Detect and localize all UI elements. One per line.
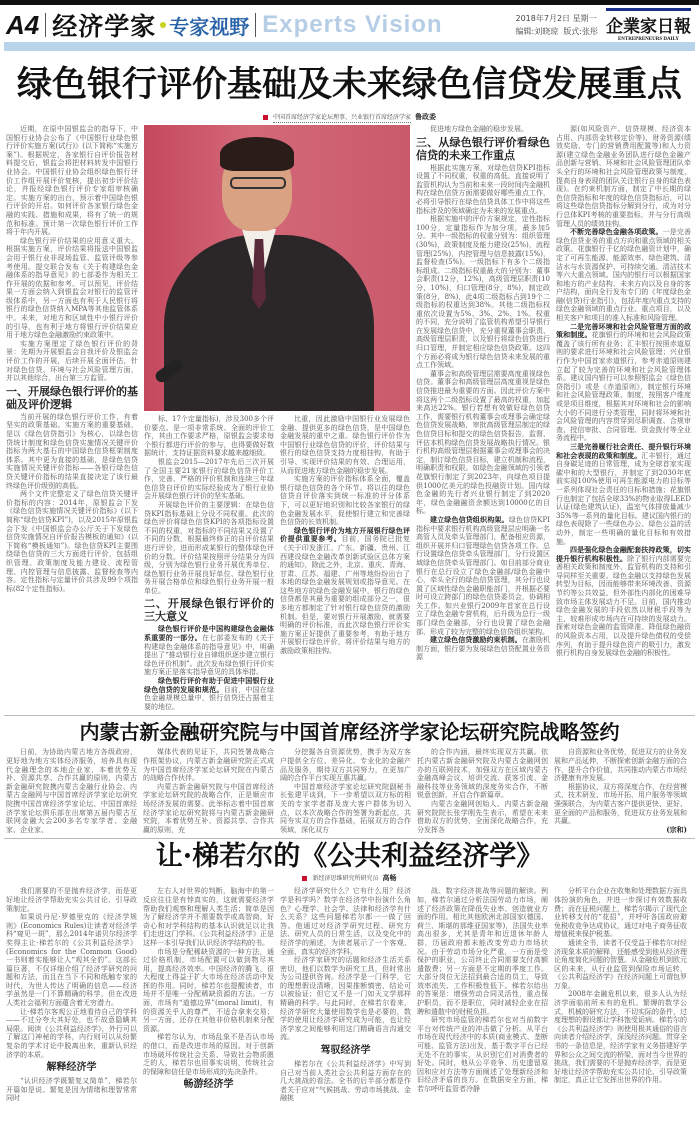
editor: 编辑:刘晓琼 [515,27,559,36]
header-band [4,42,695,51]
paragraph: 经济学家研究的话题和经济生活关系密切，他们以数学为研究工具，但时常出为公司提供咨询。经济学是一门科学，它的理想假设清晰，因果推断慎密，结论可以被验证；但它又不是一门如天文学那样精确的科学。与此同时，在梯若尔看来，经济学研究大量使用数学也是必要的，数学的使用让经济学研究成为可能，也让经济学家之间能够利用这门精确语言沟通交流。 [280,956,411,1042]
paragraph: 实施方案厘定了绿色银行评价的背景：先期为开展银监会自我评价及银监会评价工作的开展，后续开展全面评估，针对绿色信贷、环境与社会风险管理方面，并以其他综合，出台第三方监管。 [6,339,138,383]
paragraph: 我们需要的不是抛弃经济学，而是更好地让经济学帮助充实公共讨论、引导政策制定。 [6,887,137,913]
paragraph: 中国首席经济学家论坛研究院副秘书长张建平谈到，下一步希望以双方标的相关的专家学者群及庞大客户群体为切入点，以本次战略合作的签署为新起点，共同夯实双方的合作基础，拓展双方的合作领域，深化双方 [280,782,411,834]
article3-column [417,887,548,1093]
paragraph-text: 花旗银行的环境和社会风险政策覆盖了该行所有业务；汇丰银行按照赤道原则的要求进行环境和社会风险管理；兴业银行作为中国首家赤道银行，参考赤道原则建立起了较为完善的环境和社会风险管理体系。建议国内银行可以参照银监会《绿色信贷指引》或是《赤道原则》，制定银行环境和社会风险管理政策、制度，按照客户维度或是项目维度，根据其对环境和社会的影响大小的不同进行分类管理，同时将环境和社会风险管理的内容贯穿到尽职调查、合规审查、授信审批、合同管理、资金拨付等全业务流程中。 [556,331,692,443]
article2-column [280,748,411,834]
divider [255,13,256,37]
paragraph [280,527,410,656]
article2-column [554,748,687,834]
paragraph: 银监会2015—2017年先后三次开展了全国主要21家银行的绿色信贷评价工作，完善、严格的评价机制和连续三年绿色信贷自评价的实际经验成为了银行业协会开展绿色银行评价的坚实基础。 [144,457,274,501]
paragraph-lead: 二是完善环境和社会风险管理方面的政策和制度。 [556,321,691,340]
paragraph-text: 在七部委发布的《关于构建绿色金融体系的指导意见》中，明确提出了“推动银行业自律组织逐步建立银行绿色评价机制”。此次发布绿色银行评价实施方案正是落实指导意见的具体举措。 [144,634,275,677]
issue-date: 2018年7月2日 星期一 [515,14,597,23]
paragraph: 根据此实施方案，对绿色信贷KPI指标设置了不同权重，权重的高低，直接说明了监管机构认为当前和未来一段时间内金融机构在绿色信贷方面需要做好哪些重点工作，必将引导银行在绿色信贷具体工作中将这些指标涉及的领域确定为未来的发展重点。 [416,163,550,215]
section-name: 专家视野 [169,14,250,39]
subheading: 解释经济学 [46,1062,97,1074]
paragraph-lead: 绿色银行评价为地方开展银行绿色评价提供重要参考。 [280,525,410,544]
article1-column [6,125,138,593]
article1-title: 绿色银行评价基础及未来绿色信贷发展重点 [16,64,682,105]
article1-author: 鲁政委 [415,112,436,121]
paragraph [556,546,691,658]
column-brand: 经济学家 [52,12,157,41]
paragraph: 自资源和业务优势，促进双方的业务发展和产品延伸，不断探索创新金融方面的合作，提升合作价值，共同推动内蒙古市场经济健康有序发展。 [554,748,687,783]
paragraph [556,323,691,443]
paragraph [416,516,550,636]
divider [4,715,695,716]
paragraph: 让·梯若尔客观公正地看待自己的学科——不过分夸大其好处，也不故意隐瞒其局限。阅读《公共利益经济学》，外行可以了解这门神秘的学科，内行则可以从纷繁复杂的学术讨论中脱离出来，重新认识经济学的本质。 [6,1007,137,1059]
paragraph: 媒体代表的见证下，共同签署战略合作框架协议，内蒙古新金融研究院正式成为中国首席经济学家论坛研究院在内蒙古的战略合作伙伴。 [143,748,274,783]
paragraph: 梯若尔认为，市场乱象不是否认市场的借口，而是改进市场的原因。对于创新市场破坏传统社会关系、导致社会物质匮乏的人，梯若尔也用事实说明，传统社会的保障和信任是市场形成的先决条件。 [143,1033,274,1076]
paragraph-text: 目前，国务院已批复《关于印发浙江、广东、新疆、贵州、江西建设绿色金融改革创新试验区总体方案的通知》，除此之外，北京、重庆、青海、甘肃、江苏、福建、广州等地纷纷出台了本地的绿色金融发展规划或指导意见。在这些地方的绿色金融发展中，银行的绿色信贷都是其最为重要的组成部分之一，很多地方都制定了针对银行绿色信贷的激励机制。但是，要对银行开展激励，就需要明确的评价标准，而此次绿色银行评价实施方案正好提供了重要参考，有助于地方开展银行绿色评价，将评价结果与地方的激励政策相挂钩。 [280,535,410,656]
paragraph-text: 除了银行内部需要完善相关政策和制度外，监管机构的支持和引导同样至关重要。绿色金融以支持绿色发展转型为目标，因而能够带来环境改善、资源节约等公共效益，但外部性内部化的困难导致市场主体发展动力不足。目前，国内推动绿色金融发展的手段依然以财税手段等为主，较难形成市场内在可持续的发展动力。探索对绿色金融的监管降准、降低绿色融资的风险资本占用，以及提升绿色债权的受偿序列，有助于提升绿色资产的吸引力，激发银行机构自身发展绿色金融的积极性。 [556,554,692,658]
paragraph: 研究市场监管的梯若尔也对当前数字平台对传统产业的冲击做了分析。从平台市场在现代经济中的本质(商业模式、垄断可能、监管方法)出发，基于数字平台已经无处不在的事实，从识别它们对消费者的好处。同时，他从公平竞争、历史遗留原因和应对方法等方面阐述了处理新经济和旧经济矛盾的良方。在数据安全方面，梯若尔呼吁监管者冷静 [417,1016,548,1093]
paragraph-lead: 绿色银行评价有助于促进中国银行业绿色信贷的发展和规范。 [144,676,274,694]
paragraph-text: 一是完善绿色信贷业务的重点方向和重点领域的相关政策。花旗银行千亿的绿色融资计划中，确定了可再生能源、能源效率、绿色建筑、清洁水与水资源保护、可持续交通、清洁技术等六大重点领域。国内的银行可以根据国家和地方的产业结构、未来方向以及自身的客户结构，面向全行发布专门的《年度绿色金融(信贷)行业指引》，包括年度内重点支持的绿色金融领域的重点行业、重点项目，以及相关客户和项目的准入标准和风险管理。 [556,228,691,323]
paragraph: 根据协议，双方将深度合作，在经营模式、技术研发、市场开拓、用户服务等领域强强联合，为内蒙古客户提供更快、更好、更全面的产品和服务，促进双方业务发展和共赢。 [554,782,687,826]
paragraph: 开展绿色评价的主要逻辑：在绿色信贷KPI指标基础上分设不同权重。此次的绿色评价将绿色信贷KPI的各项指标设置不同的权重，对指标的不同结果又设置了不同的分数，根据最终修正的自评价结果进行评价，进而形成某银行的整体绿色评价的分数。评价结果按照评分结果分为四级，分别为绿色银行业务开展优秀单位、绿色银行业务开展良好单位、绿色银行业务开展合格单位和绿色银行业务开展一般单位。 [144,500,274,595]
bullet-dot-icon [160,22,166,28]
article3-byline [0,873,699,884]
paragraph: 根据实施中的评价方案规定，定性指标100分，定量指标作为加分项，最多加5分。其中一级指标的权重分别为：组织管理(30%)，政策制度及能力建设(25%)，流程管理(25%)，内控管理与信息披露(15%)，监督检查(5%)。一级指标下有多个二级指标组成。二级指标权重最大的分别为：董事会职责(12分，12%)，高级管理层职责(10分，10%)，归口管理(8分，8%)，制定政策(8分，8%)，此4项二级指标占到19个二级指标的权重达到38%。其他二级指标权重依次设置为5%、3%、2%、1%。权重的不同，充分说明了监管机构希望引导银行在发展绿色信贷中，充分重视董事会职责、高级管理层职责，以及银行将绿色信贷进行归口管理，并制定相应绿色信贷政策。这四个方面必将成为银行绿色信贷未来发展的重点工作领域。 [416,215,550,370]
article1-column [280,415,410,711]
paragraph: 促进地方绿色金融的稳步发展。 [430,125,528,133]
article2-column-text [554,748,687,825]
article3-column [554,887,687,1085]
newspaper-logo [606,8,691,42]
article3-column [6,887,137,1103]
article3-author: 高畅 [382,873,397,883]
paragraph: 两个文件完整定义了绿色信贷关键评价指标的内容：2014年，原银监会下发《绿色信贷实施情况关键评价指标》(以下简称“绿色信贷KPI”)，以及2015年原银监会下发《中国银监会办公厅关于下发绿色信贷实施情况自评价报告模板的通知》(以下简称“模板通知”)。绿色信贷KPI主要围绕绿色信贷的三大方面进行评价，包括组织管理、政策制度及能力建设、流程管理、内控管理与信息披露、监督检查等内容。定性指标与定量评价共涉及99个项指标(82个定性指标)。 [6,490,138,593]
article1-affiliation: 中国首席经济学家论坛理事、兴业银行首席经济学家 [272,114,411,121]
article2-column [143,748,274,834]
paragraph [144,625,274,677]
paragraph: 分析平台企业在收集和处理数据方面具体扮演的角色，并进一步探讨有效数据收费；而在征税问题上，梯若尔揭示了现代企业转移支付的“花招”，并呼吁各国政府避免税收竞争达成协议，通过对电子商务征收增值税来保护税基。 [554,887,687,939]
paragraph: 2008年金融危机以来，很多人认为经济学面临前所未有的危机。繁缛的数学公式，机械的研究方法，不切实际的条件，过度理想的假设都让学科饱受诟病。梯若尔的《公共利益经济学》则使用极其通俗的语言向读者介绍经济学，深浅经济问题。贯穿全书的一条信息是，经济学家有义务搭建好学界和公众之间交流的桥梁，面对当今世界的挑战，我们需要的不是抛弃经济学，而是更好地让经济学帮助充实公共讨论、引导政策制定，真正让它发挥出世界的作用。 [554,990,687,1085]
issue-meta [516,12,599,38]
newspaper-name-english: ENTREPRENEURS DAILY [617,37,680,42]
paragraph [556,443,691,546]
article3-body [0,887,699,1103]
paragraph-lead: 建立绿色信贷组织构架。 [430,514,509,524]
paragraph: “认识经济学既繁复又简单”，梯若尔开篇如是说。繁复是因为情绪和理智常常同时 [6,1077,137,1103]
article2-column [417,748,548,834]
article1-column [556,125,691,658]
article2-title: 内蒙古新金融研究院与中国首席经济学家论坛研究院战略签约 [79,720,620,745]
paragraph: 如果说丹尼·罗德里克的《经济学规则》(Economics Rules)让读者对经济学科“窥见一斑”，那么2014年诺贝尔经济学奖得主让·梯若尔的《公共利益经济学》(Economics for the Common Good)一书则着实能够让人“观其全豹”。这部长篇巨著，不仅详细介绍了经济学研究的问题和方法，而且在当下不同和纸触专家的时代，为世人传达了明确的信息——经济学虽然是一门不算精确的科学，但在改进人类社会福利方面蕴含着无穷潜力。 [6,913,137,1008]
subheading: 畅游经济学 [183,1079,234,1091]
section-heading: 三、从绿色银行评价看绿色信贷的未来工作重点 [416,135,550,162]
paragraph: 近期，在原中国银监会的指导下，中国银行业协会公布了《中国银行业绿色银行评价实施方案(试行)》(以下简称“实施方案”)。根据规定，各家银行自评价报告材料提交后，银监会将把材料转发中国银行业协会。中国银行业协会组织绿色银行评价工作组开展评价复核，提出初步评价结论，并报经绿色银行评价专家组审核确定。实施方案的出台，预示着中国绿色银行评价的开启。如何评价各家银行绿色金融的实践、措施和成果，将有了统一的规范和标准。预计第一次绿色银行评价工作将于年内开展。 [6,125,138,237]
paragraph: 经济学研究什么？它有什么用？经济学是科学吗？数学在经济学中扮演什么角色？心理学、社会学、法律和经济学有什么关系？这些问题梯若尔都一一做了回答。他通过对经济学研究过程、研究方法、研究人员的日常生活，以及变化中的经济学的阐述，为读者展示了一个客观、全面、真实的经济学科。 [280,887,411,956]
paragraph [416,636,550,662]
article3-affiliation: 新经济思维研究所研究员 [312,875,379,883]
red-square-icon [263,115,268,120]
article1-column [144,415,274,711]
paragraph-lead: 建立绿色信贷激励约束机制。 [430,635,522,645]
masthead [4,8,695,42]
paragraph: 实施方案的评价指标体系全面，覆盖银行绿色信贷的各个环节。将以往的绿色信贷自评价落实到统一标准的评分体系下，可以更好地识别和比较各家银行的绿色金融发展水平，促使银行建立和完善绿色信贷的长效机制。 [280,475,410,527]
paragraph: 的合作内涵，最终实现双方共赢。依托内蒙古新金融研究院及内蒙古金融网创办的互联网技术，加强双方在区域内蒙古金融高峰会议、培训交流、获客引流、金融科技等业务领域的深度务实合作，不断锐意创新，开启合作新篇章。 [417,748,548,800]
page-number: A4 [6,9,40,40]
newspaper-name: 企業家日報 [606,8,691,37]
author-photo [144,125,410,411]
paragraph-lead: 三是完善履行社会责任、提升银行环境和社会表现的政策和制度。 [556,441,691,460]
article2-signature: (宗和) [666,824,687,834]
paragraph: 当前开展的绿色银行评价工作，有着坚实的政策基础。实施方案的重要基础，是以《绿色信贷指引》为核心，以绿色信贷统计制度和绿色信贷实施情况关键评价指标为两大基石的中国绿色信贷框架制度体系。其中更为直接的基础，是绿色信贷实施情况关键评价指标——各银行绿色信贷关键评价指标的结果直接决定了该行最终绿色评价级别的高低。 [6,412,138,490]
article2-column [6,748,137,834]
paragraph: 绿色银行评价结果的应用意义重大。根据实施方案，评价结果将报送中国银监会用于银行业非现场监管、监管评级等参考使用。提交联合发布《关于构建绿色金融体系的指导意见》的七部委作为相关工作开展的依据和参考。可以预见，评价结果一方面会纳入到银监会对银行的监管评级体系中，另一方面也有利于人民银行将银行的绿色信贷纳入MPA等其他监管体系中。未来，对地方和区域性中小银行评价的引导，也有利于地方将银行评价结果应用于地方绿色金融激励约束政策中。 [6,236,138,340]
subheading: 驾驭经济学 [320,1045,371,1057]
paragraph-lead: 绿色银行评价是中国构建绿色金融体系重要的一部分。 [144,624,274,643]
paragraph-text: 在激励机制方面，银行要为发展绿色信贷配置业务资源 [416,636,550,662]
paragraph: 标、17个定量指标)，涉及300多个评价要点。是一项非常系统、全面的评价工作，其由工作要求严格，原银监会要求每个银行都进行评价的参与，也得要做好数据统计，支持证据资料要求越来越细致。 [144,415,274,458]
article3-column [143,887,274,1094]
article1-body [0,125,699,711]
paragraph: 源(如风险资产、信贷规模、经济资本占用、内部资金转移定价等)、财务资源(绩效奖励、专门的营销费用配置等)和人力资源(建立绿色金融业务团队进行绿色金融产品创新与营销、环境和社会风险管理团队牵头全行的环境和社会风险管理政策与制度，提高自身表现的团队关注银行自身的绿色表现)。在约束机制方面，制定了中长期的绿色信贷指标和年度的绿色信贷指标后，可以将这些绿色信贷指标分解到分行，成为对分行总体KPI考核的重要指标，并与分行高级管理人员的绩效挂钩。 [556,125,691,228]
paragraph-text: 绿色信贷KPI指标中要求银行机构高级管理层应明确一名高管人员及牵头管理部门，配备相应资源，组织开展并归口管理绿色信贷各项工作。总行设置绿色信贷牵头管理部门，分行设置区域绿色信贷牵头管理部门。如目前部分商业银行在总行设立了绿色金融部/绿色金融中心，牵头全行的绿色信贷管理，其分行也设置了区域性绿色金融职能部门，并根据必要时可设立跨部门的绿色信贷委员会，协调相关工作。如兴业银行2009年首家在总行设立了绿色金融专营机构，后升级为总行一级部门绿色金融部，分行也设置了绿色金融部，形成了较为完整的绿色信贷组织架构。 [416,515,551,636]
paragraph: 比重，因此激励中国银行业发展绿色金融、提供更多的绿色信贷，是中国绿色金融发展的重中之重。绿色银行评价作为中国银行业绿色信贷的评价，评价结果与银行的绿色信贷支持力度相挂钩，有助于引导、实现评价结果的有效、合理运用，从而促进地方绿色金融的稳步发展。 [280,415,410,475]
paragraph: 市场是分配稀缺资源的一种方法，通过价格机制，市场配置可以做到物尽其用，提高经济效率。中国经济的腾飞，很大程度上得益于扩大市场在经济活动中发挥的作用。同时，梯若尔也提醒读者，市场并不是唯一分配稀缺资源的方法。一方面，市场有“道德边界”(moral limit)，有的资源关乎人的尊严，不适合拿来交易；另一方面，还存在其他非价格机制来分配资源。 [143,947,274,1033]
paragraph: 左右人对世界的判断，脑海中的第一反应往往是有悖真实的，这就需要经济学帮助我们观察和理解人类生活；简单是因为了解经济学并不需要数学或高智商，好奇心和对学科结构的基本认识就足以让我们走进这门学科。《公共利益经济学》正是这样一本引导我们认识经济学结构的书。 [143,887,274,947]
section-heading: 二、开展绿色银行评价的三大意义 [144,597,274,624]
paragraph-text: 汇丰银行，通过自身碳足迹的日常管理，成为全球首家实现碳中和的大型银行，并制定了到2030年底前实现100%使用可再生能源电力的目标等一系列体现社会责任的目标和措施；花旗银行也制定了包括全球33%的物业取得LEED认证(绿色建筑认证)，温室气体排放量减少35%等一系列的量化目标。建议国内银行的绿色表现除了一些绿色办公、绿色公益的活动外，制定一些明确的量化目标和有效措施。 [556,451,692,546]
divider [45,13,46,37]
section-english: Experts Vision [262,11,443,38]
article1-byline [0,112,699,123]
red-square-icon [302,876,307,881]
paragraph: 董事会和高级管理层需要高度重视绿色信贷。董事会和高级管理层高度重视是绿色信贷推进最为重要的方面。因此评价方案中将这两个二级指标设置了最高的权重，加起来高达22%。银行若想有效做好绿色信贷工作，需要银行机构董事会或理事会确定绿色信贷发展战略，审批高级管理层制定的绿色信贷目标和提交的绿色信贷报告，监督、评估本机构绿色信贷发展战略执行情况。银行机构高级管理层根据董事会或理事会的决定，制订绿色信贷目标，建立机制和流程，明确职责和权限。如绿色金融领域的引领者花旗银行制定了到2023年，向绿色项目提供1000亿美元的绿色投融资计划。国内绿色金融的先行者兴业银行制定了到2020年，绿色金融融资余额达到10000亿的目标。 [416,369,550,516]
article3-column [280,887,411,1103]
paragraph: 通读全书，读者不仅受益于梯若尔对经济现象本质的解释，还能感受到他从经济理论角度简化问题的智慧。从金融危机到欧元区的未来，从行业监管到保险市场运转，《公共利益经济学》在经济问题上可谓包罗万象。 [554,938,687,990]
article3-title: 让·梯若尔的《公共利益经济学》 [155,841,544,873]
section-heading: 一、开展绿色银行评价的基础及评价逻辑 [6,384,138,411]
paragraph: 梯若尔在《公共利益经济学》中写到自己对当前人类社会公共利益方面存在的几大挑战的看法。全书的后半部分都是作者关于应对“气候挑战、劳动市场挑战、金融挑 [280,1060,411,1103]
paragraph [556,228,691,323]
article1-middle [144,125,410,711]
layout-credit: 版式:张彤 [563,27,598,36]
paragraph: 内蒙古金融网创始人、内蒙古新金融研究院院长张学刚先生表示，希望在未来借助双方的优势，全面深化战略合作，充分发挥各 [417,799,548,834]
paragraph [144,677,274,711]
paragraph-text: 目前，中国在绿色金融规模总量中，银行信贷还占据着主要的地位。 [144,685,275,711]
paragraph: 战、数字经济挑战等问题的解读。例如，梯若尔通过分析法国劳动力市场，阐述了经济政策在降低失业率、创造就业方面的作用。相比其他欧洲北部国家(德国、荷兰、斯堪的那维亚国家等)，法国失业率高出很多，尤其是青年和近退休年龄人群，历届政府都未能改变劳动力市场状况。由于劳动市场分化严重，一方面是受保护的职业，公司终止合同需要支付高额遣散费；另一方面是不定期的季度工作。大部分岗位无法招到最合适的员工，导致效率流失、工作积极性低下。梯若尔给出的答案是：增强劳动合同灵活性，重点保护职员，而不是职位，同时减轻企业在招聘和遣散中的财税负担。 [417,887,548,1016]
article1-column [416,125,550,662]
paragraph-lead: 不断完善绿色金融各项政策。 [570,227,663,237]
paragraph: 分挖掘各自资源优势，携手为双方客户提供全方位、差异化、专业化的金融产品及服务，期待双方共同努力，在更加广阔的合作平台实现互惠共赢。 [280,748,411,783]
divider [4,838,695,839]
article2-body [0,748,699,834]
paragraph-lead: 四是强化绿色金融配套扶持政策，切实提升银行机构积极性。 [556,545,691,563]
top-rule [0,0,699,5]
paragraph: 内蒙古新金融研究院与中国首席经济学家论坛研究院的战略合作，正是顺应市场经济发展的需要。此举标志着中国首席经济学家论坛研究院将与内蒙古新金融研究院，本着优势互补、资源共享、合作共赢的原则，充 [143,782,274,834]
paragraph: 日前，为协助内蒙古地方各级政府，更好地为地方实体经济服务，培养具有现代金融理念的本地企业家，本着优势互补、资源共享、合作共赢的原则，内蒙古新金融研究院携内蒙古金融行业协会、内蒙古金融网与中国首席经济学家论坛研究院携中国首席经济学家论坛、中国首席经济学家论坛俱乐部在出席第五届内蒙古互联网金融大会200多名专家学者、金融家、企业家、 [6,748,137,834]
